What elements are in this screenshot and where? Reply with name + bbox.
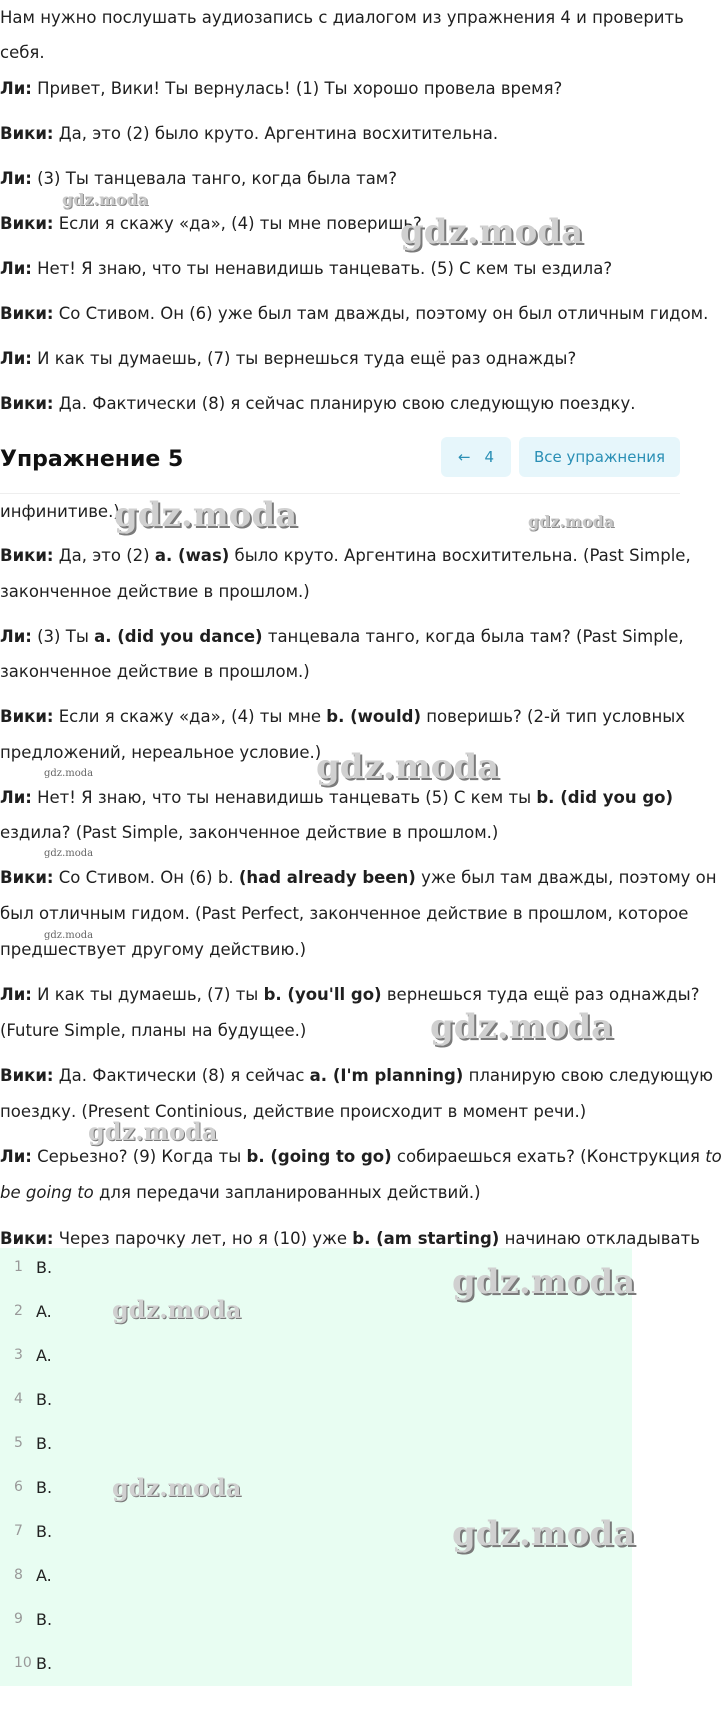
answer-row	[0, 1424, 632, 1468]
answer-highlight: b. (going to go)	[246, 1147, 392, 1166]
watermark: gdz.moda	[430, 1007, 614, 1047]
solution-text: вернешься туда ещё раз однажды?	[381, 985, 700, 1004]
solution-text: Со Стивом. Он (6) b.	[53, 868, 239, 887]
speaker-name: Ли:	[0, 627, 32, 646]
dialogue-line	[0, 169, 397, 188]
dialogue-text: И как ты думаешь, (7) ты вернешься туда ещё раз однажды?	[31, 349, 577, 368]
solution-text: (3) Ты	[31, 627, 95, 646]
answer-value: A.	[36, 1566, 52, 1585]
previous-exercise-number: 4	[484, 448, 495, 466]
solution-text: было круто. Аргентина восхитительна. (Past Simple,	[229, 546, 691, 565]
answer-value: A.	[36, 1302, 52, 1321]
solution-line: законченное действие в прошлом.)	[0, 662, 310, 681]
solution-line: законченное действие в прошлом.)	[0, 582, 310, 601]
solution-line: предшествует другому действию.)	[0, 940, 307, 959]
solution-text: танцевала танго, когда была там? (Past Simple,	[262, 627, 684, 646]
dialogue-text: (3) Ты танцевала танго, когда была там?	[31, 169, 398, 188]
watermark: gdz.moda	[112, 1473, 242, 1502]
dialogue-line	[0, 394, 636, 413]
watermark: gdz.moda	[112, 1295, 242, 1324]
answer-number: 6	[14, 1479, 23, 1495]
watermark: gdz.moda	[528, 512, 615, 531]
solution-line	[0, 1066, 713, 1085]
solution-line	[0, 1183, 481, 1202]
speaker-name: Ли:	[0, 1147, 32, 1166]
speaker-name: Вики:	[0, 1229, 54, 1248]
solution-text: собираешься ехать? (Конструкция	[391, 1147, 706, 1166]
watermark: gdz.moda	[452, 1262, 636, 1302]
solution-line	[0, 788, 673, 807]
answer-value: B.	[36, 1522, 53, 1541]
dialogue-line	[0, 79, 562, 98]
solution-line: был отличным гидом. (Past Perfect, законченное действие в прошлом, которое	[0, 904, 689, 923]
solution-line	[0, 1147, 722, 1166]
all-exercises-button[interactable]: Все упражнения	[519, 437, 680, 477]
answer-value: B.	[36, 1434, 53, 1453]
solution-line: (Future Simple, планы на будущее.)	[0, 1021, 307, 1040]
solution-line: ездила? (Past Simple, законченное действие в прошлом.)	[0, 823, 499, 842]
answer-highlight: a. (did you dance)	[94, 627, 263, 646]
solution-line	[0, 546, 691, 565]
solution-line	[0, 1229, 700, 1248]
dialogue-line	[0, 349, 576, 368]
speaker-name: Ли:	[0, 259, 32, 278]
answer-number: 7	[14, 1523, 23, 1539]
solution-text: Через парочку лет, но я (10) уже	[53, 1229, 353, 1248]
solution-text: Да, это (2)	[53, 546, 155, 565]
answer-number: 10	[14, 1655, 32, 1671]
answer-highlight: a. (was)	[154, 546, 230, 565]
dialogue-text: Привет, Вики! Ты вернулась! (1) Ты хорошо провела время?	[31, 79, 563, 98]
answer-value: B.	[36, 1478, 53, 1497]
answer-number: 5	[14, 1435, 23, 1451]
answer-value: B.	[36, 1610, 53, 1629]
speaker-name: Ли:	[0, 79, 32, 98]
solution-text: Если я скажу «да», (4) ты мне	[53, 707, 327, 726]
answer-row	[0, 1600, 632, 1644]
solution-line: предложений, нереальное условие.)	[0, 743, 322, 762]
answers-list	[0, 1248, 632, 1686]
solution-text: И как ты думаешь, (7) ты	[31, 985, 264, 1004]
exercise-title: Упражнение 5	[0, 447, 184, 472]
answer-highlight: (had already been)	[238, 868, 416, 887]
solution-line: поездку. (Present Continious, действие происходит в момент речи.)	[0, 1102, 587, 1121]
speaker-name: Вики:	[0, 868, 54, 887]
answer-row	[0, 1512, 632, 1556]
answer-row	[0, 1380, 632, 1424]
solution-line	[0, 627, 684, 646]
solution-text: Нет! Я знаю, что ты ненавидишь танцевать (5) С кем ты	[31, 788, 537, 807]
speaker-name: Ли:	[0, 985, 32, 1004]
solution-text: для передачи запланированных действий.)	[93, 1183, 481, 1202]
watermark: gdz.moda	[316, 747, 500, 787]
answer-row	[0, 1556, 632, 1600]
speaker-name: Вики:	[0, 394, 54, 413]
answer-value: B.	[36, 1654, 53, 1673]
intro-text-line-2: себя.	[0, 43, 45, 62]
dialogue-line	[0, 259, 612, 278]
speaker-name: Ли:	[0, 349, 32, 368]
watermark: gdz.moda	[44, 848, 94, 859]
solution-text: поверишь? (2-й тип условных	[421, 707, 686, 726]
answer-highlight: b. (am starting)	[352, 1229, 500, 1248]
answer-highlight: a. (I'm planning)	[309, 1066, 464, 1085]
answer-value: B.	[36, 1258, 53, 1277]
answer-number: 9	[14, 1611, 23, 1627]
answer-number: 3	[14, 1347, 23, 1363]
answer-row	[0, 1292, 632, 1336]
answer-row	[0, 1248, 632, 1292]
speaker-name: Вики:	[0, 546, 54, 565]
solution-line	[0, 707, 685, 726]
answer-row	[0, 1468, 632, 1512]
arrow-left-icon: ←	[457, 448, 471, 466]
answer-number: 1	[14, 1259, 23, 1275]
answer-highlight: b. (would)	[326, 707, 421, 726]
dialogue-text: Если я скажу «да», (4) ты мне поверишь?	[53, 214, 422, 233]
dialogue-line	[0, 304, 708, 323]
solution-line: инфинитиве.)	[0, 502, 120, 521]
speaker-name: Вики:	[0, 124, 54, 143]
dialogue-text: Да. Фактически (8) я сейчас планирую свою следующую поездку.	[53, 394, 636, 413]
answer-value: A.	[36, 1346, 52, 1365]
answer-highlight: b. (did you go)	[536, 788, 674, 807]
solution-text: планирую свою следующую	[463, 1066, 713, 1085]
speaker-name: Ли:	[0, 169, 32, 188]
answer-value: B.	[36, 1390, 53, 1409]
answer-number: 8	[14, 1567, 23, 1583]
speaker-name: Ли:	[0, 788, 32, 807]
watermark: gdz.moda	[62, 190, 149, 209]
watermark: gdz.moda	[452, 1514, 636, 1554]
solution-line	[0, 985, 699, 1004]
speaker-name: Вики:	[0, 214, 54, 233]
solution-text: Серьезно? (9) Когда ты	[31, 1147, 247, 1166]
watermark: gdz.moda	[44, 768, 94, 779]
italic-text: be going to	[0, 1183, 94, 1202]
solution-text: уже был там дважды, поэтому он	[415, 868, 717, 887]
italic-text: to	[705, 1147, 722, 1166]
divider	[0, 493, 680, 494]
speaker-name: Вики:	[0, 707, 54, 726]
watermark: gdz.moda	[400, 212, 584, 252]
speaker-name: Вики:	[0, 1066, 54, 1085]
dialogue-line	[0, 124, 498, 143]
answer-row	[0, 1644, 632, 1688]
speaker-name: Вики:	[0, 304, 54, 323]
answer-number: 4	[14, 1391, 23, 1407]
solution-text: Да. Фактически (8) я сейчас	[53, 1066, 310, 1085]
previous-exercise-button[interactable]	[441, 437, 511, 477]
intro-text-line-1: Нам нужно послушать аудиозапись с диалогом из упражнения 4 и проверить	[0, 8, 684, 27]
dialogue-text: Да, это (2) было круто. Аргентина восхитительна.	[53, 124, 499, 143]
answer-row	[0, 1336, 632, 1380]
solution-line	[0, 868, 717, 887]
dialogue-line	[0, 214, 422, 233]
answer-highlight: b. (you'll go)	[263, 985, 382, 1004]
answer-number: 2	[14, 1303, 23, 1319]
watermark: gdz.moda	[114, 495, 298, 535]
solution-text: начинаю откладывать	[499, 1229, 700, 1248]
watermark: gdz.moda	[44, 930, 94, 941]
dialogue-text: Со Стивом. Он (6) уже был там дважды, поэтому он был отличным гидом.	[53, 304, 709, 323]
dialogue-text: Нет! Я знаю, что ты ненавидишь танцевать. (5) С кем ты ездила?	[31, 259, 613, 278]
watermark: gdz.moda	[88, 1117, 218, 1146]
